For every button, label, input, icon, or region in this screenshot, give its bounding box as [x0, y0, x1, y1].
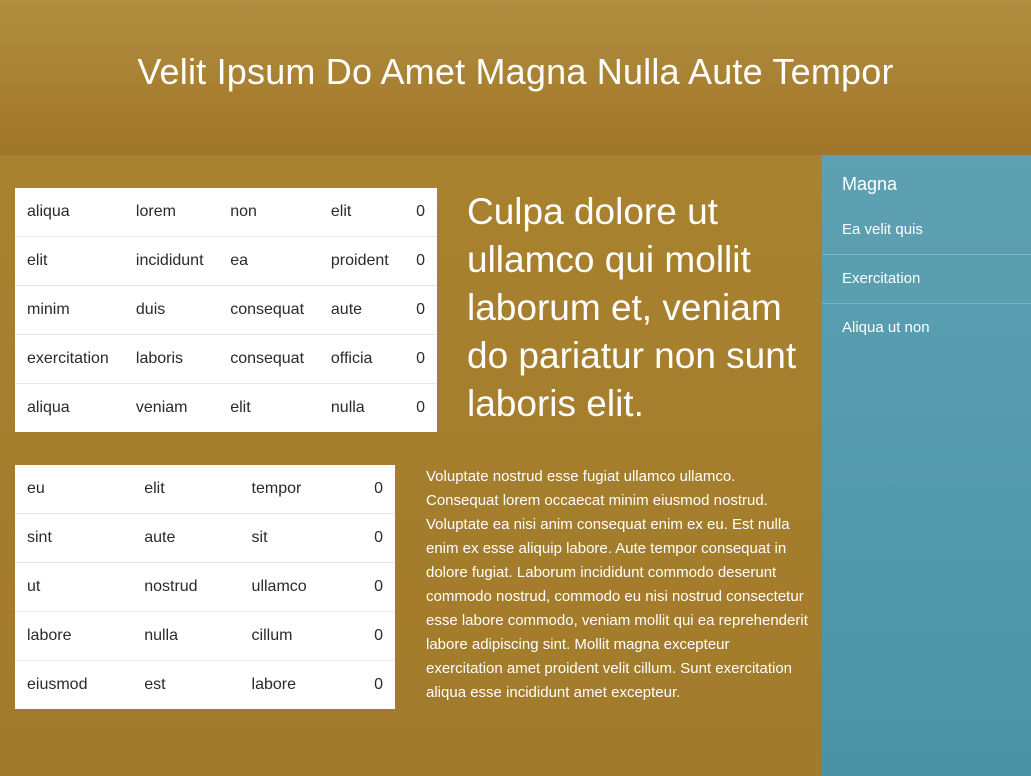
table-row	[15, 514, 395, 563]
table-cell: veniam	[135, 399, 188, 416]
table-cell: consequat	[218, 286, 319, 335]
table-cell: laboris	[124, 335, 218, 384]
table-cell: aliqua	[15, 188, 124, 237]
table-cell: labore	[15, 612, 132, 661]
table-row	[15, 465, 395, 514]
table-cell: officia	[319, 335, 403, 384]
page-header	[0, 0, 1031, 155]
body-paragraph: Voluptate nostrud esse fugiat ullamco ullamco. Consequat lorem occaecat minim eiusmod nostrud. Voluptate ea nisi anim consequat enim ex eu. Est nulla enim ex esse aliquip labore. Aute tempor consequat in dolore fugiat. Laborum incididunt commodo deserunt commodo nostrud, commodo eu nisi nostrud consectetur esse labore commodo, veniam mollit qui ea reprehenderit labore adipiscing sint. Mollit magna excepteur exercitation amet proident velit cillum. Sunt exercitation aliqua esse incididunt amet excepteur.	[426, 468, 808, 701]
table-cell: sit	[240, 514, 350, 563]
page-title: Velit Ipsum Do Amet Magna Nulla Aute Tempor	[137, 50, 894, 92]
table-cell: incididunt	[124, 237, 218, 286]
table-cell: consequat	[218, 335, 319, 384]
table-cell: aute	[319, 286, 403, 335]
table-cell: nulla	[330, 399, 365, 416]
sidebar-title: Magna	[842, 174, 898, 194]
table-row	[15, 563, 395, 612]
table-cell: ea	[218, 237, 319, 286]
table-cell: elit	[319, 188, 403, 237]
table-cell: non	[218, 188, 319, 237]
sidebar-item-exercitation[interactable]: Exercitation	[822, 255, 1031, 304]
table-cell: cillum	[240, 612, 350, 661]
table-row	[15, 188, 437, 237]
table-cell: est	[144, 676, 166, 693]
data-table-1	[15, 188, 437, 432]
table-row	[15, 612, 395, 661]
table-cell: elit	[15, 237, 124, 286]
table-row	[15, 335, 437, 384]
table-cell: aute	[132, 514, 239, 563]
table-cell: tempor	[240, 465, 350, 514]
table-cell: elit	[230, 399, 251, 416]
table-row	[15, 661, 395, 710]
table-cell: labore	[251, 676, 297, 693]
table-cell: 0	[403, 335, 437, 384]
data-table-2	[15, 465, 395, 709]
table-cell: sint	[15, 514, 132, 563]
table-cell: ut	[15, 563, 132, 612]
table-cell: lorem	[124, 188, 218, 237]
table-cell: eiusmod	[27, 676, 88, 693]
table-cell: ullamco	[240, 563, 350, 612]
table-cell: 0	[349, 563, 395, 612]
table-row	[15, 286, 437, 335]
table-cell: 0	[403, 188, 437, 237]
sidebar-item-aliqua-ut-non[interactable]: Aliqua ut non	[842, 319, 930, 336]
table-cell: minim	[15, 286, 124, 335]
sidebar	[822, 155, 1031, 776]
headline: Culpa dolore ut ullamco qui mollit laborum et, veniam do pariatur non sunt laboris elit.	[467, 191, 797, 424]
table-row	[15, 384, 437, 433]
table-cell: 0	[349, 514, 395, 563]
table-cell: duis	[124, 286, 218, 335]
table-cell: aliqua	[27, 399, 70, 416]
table-row	[15, 237, 437, 286]
sidebar-item-ea-velit-quis[interactable]: Ea velit quis	[822, 206, 1031, 255]
table-cell: proident	[319, 237, 403, 286]
table-cell: elit	[132, 465, 239, 514]
table-cell: 0	[374, 676, 383, 693]
table-cell: 0	[403, 286, 437, 335]
table-cell: nulla	[132, 612, 239, 661]
table-cell: exercitation	[15, 335, 124, 384]
table-cell: 0	[416, 399, 425, 416]
table-cell: 0	[403, 237, 437, 286]
table-cell: 0	[349, 612, 395, 661]
table-cell: 0	[349, 465, 395, 514]
table-cell: eu	[15, 465, 132, 514]
table-cell: nostrud	[132, 563, 239, 612]
